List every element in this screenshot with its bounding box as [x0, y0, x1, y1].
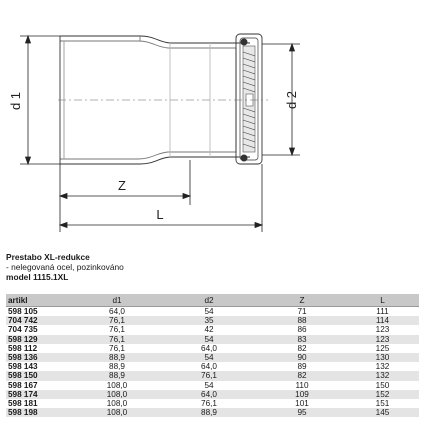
cell-d2: 64,0 — [160, 362, 258, 371]
cell-d1: 88,9 — [74, 353, 160, 362]
cell-d2: 54 — [160, 335, 258, 344]
cell-l: 150 — [346, 381, 419, 390]
cell-l: 111 — [346, 307, 419, 317]
cell-artikl: 598 105 — [6, 307, 74, 317]
cell-d2: 88,9 — [160, 408, 258, 417]
cell-artikl: 598 112 — [6, 344, 74, 353]
table-row — [6, 408, 419, 417]
cell-d2: 64,0 — [160, 390, 258, 399]
cell-d1: 108,0 — [74, 408, 160, 417]
table-row — [6, 307, 419, 317]
cell-l: 132 — [346, 362, 419, 371]
cell-z: 88 — [258, 316, 346, 325]
cell-artikl: 598 150 — [6, 371, 74, 380]
d2-label: d 2 — [284, 90, 299, 110]
l-label: L — [156, 207, 164, 222]
cell-z: 101 — [258, 399, 346, 408]
cell-d2: 54 — [160, 381, 258, 390]
column-header-l: L — [346, 294, 419, 307]
cell-l: 130 — [346, 353, 419, 362]
column-header-artikl: artikl — [6, 294, 74, 307]
table-row — [6, 344, 419, 353]
cell-d2: 64,0 — [160, 344, 258, 353]
cell-z: 71 — [258, 307, 346, 317]
cell-d2: 35 — [160, 316, 258, 325]
table-row — [6, 325, 419, 334]
cell-l: 125 — [346, 344, 419, 353]
table-row — [6, 362, 419, 371]
cell-artikl: 598 136 — [6, 353, 74, 362]
cell-d1: 76,1 — [74, 344, 160, 353]
cell-artikl: 598 143 — [6, 362, 74, 371]
table-body — [6, 307, 419, 418]
column-header-d1: d1 — [74, 294, 160, 307]
table-row — [6, 316, 419, 325]
table-row — [6, 381, 419, 390]
cell-artikl: 704 742 — [6, 316, 74, 325]
d1-label: d 1 — [8, 91, 23, 111]
cell-l: 114 — [346, 316, 419, 325]
cell-z: 90 — [258, 353, 346, 362]
d1-dimension — [20, 36, 60, 164]
cell-d2: 54 — [160, 353, 258, 362]
cell-d1: 88,9 — [74, 362, 160, 371]
cell-l: 152 — [346, 390, 419, 399]
table-row — [6, 371, 419, 380]
cell-artikl: 598 198 — [6, 408, 74, 417]
cell-z: 110 — [258, 381, 346, 390]
table-row — [6, 399, 419, 408]
product-model: model 1115.1XL — [6, 272, 69, 282]
cell-artikl: 598 167 — [6, 381, 74, 390]
cell-artikl: 704 735 — [6, 325, 74, 334]
cell-z: 86 — [258, 325, 346, 334]
cell-d2: 42 — [160, 325, 258, 334]
cell-d1: 76,1 — [74, 335, 160, 344]
cell-l: 123 — [346, 325, 419, 334]
cell-l: 132 — [346, 371, 419, 380]
cell-z: 109 — [258, 390, 346, 399]
cell-artikl: 598 181 — [6, 399, 74, 408]
cell-z: 83 — [258, 335, 346, 344]
spec-table — [6, 294, 419, 417]
column-header-z: Z — [258, 294, 346, 307]
cell-z: 82 — [258, 371, 346, 380]
cell-d1: 64,0 — [74, 307, 160, 317]
table-row — [6, 390, 419, 399]
cell-d1: 108,0 — [74, 390, 160, 399]
product-subtitle: - nelegovaná ocel, pozinkováno — [6, 262, 124, 272]
product-title: Prestabo XL-redukce — [6, 252, 90, 262]
cell-artikl: 598 129 — [6, 335, 74, 344]
cell-d1: 108,0 — [74, 381, 160, 390]
cell-l: 151 — [346, 399, 419, 408]
table-row — [6, 335, 419, 344]
cell-l: 123 — [346, 335, 419, 344]
column-header-d2: d2 — [160, 294, 258, 307]
cell-d1: 76,1 — [74, 316, 160, 325]
cell-d1: 88,9 — [74, 371, 160, 380]
product-info — [6, 252, 124, 282]
cell-d2: 76,1 — [160, 399, 258, 408]
cell-artikl: 598 174 — [6, 390, 74, 399]
cell-z: 89 — [258, 362, 346, 371]
cell-z: 82 — [258, 344, 346, 353]
cell-l: 145 — [346, 408, 419, 417]
z-label: Z — [118, 178, 126, 193]
table-row — [6, 353, 419, 362]
cell-z: 95 — [258, 408, 346, 417]
cell-d1: 108,0 — [74, 399, 160, 408]
cell-d2: 54 — [160, 307, 258, 317]
reducer-body — [60, 34, 262, 164]
cell-d2: 76,1 — [160, 371, 258, 380]
table-header-row — [6, 294, 419, 307]
cell-d1: 76,1 — [74, 325, 160, 334]
